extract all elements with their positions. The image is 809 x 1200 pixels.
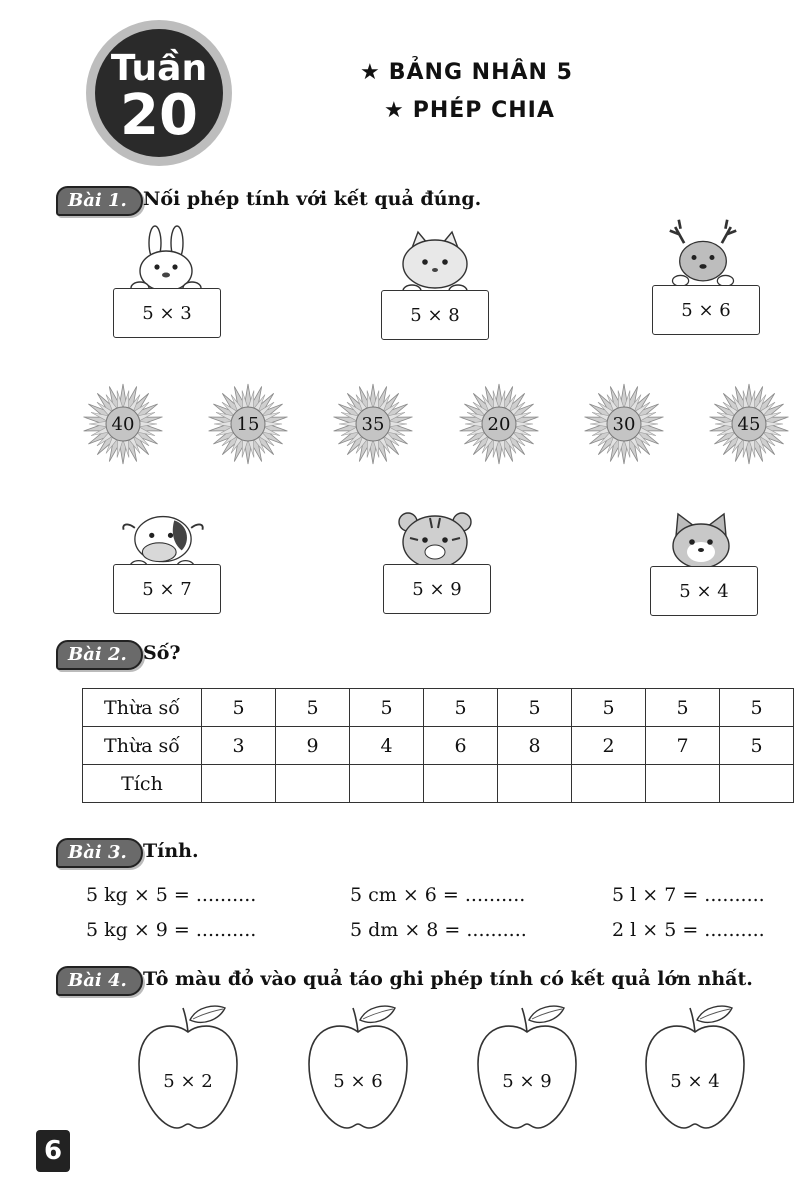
table-cell: 5 — [498, 689, 572, 727]
answer-cell[interactable] — [646, 765, 720, 803]
table-row — [83, 727, 794, 765]
table-cell: 5 — [350, 689, 424, 727]
apple[interactable] — [133, 1002, 243, 1132]
apple-icon — [472, 1002, 582, 1132]
week-label: Tuần — [110, 48, 208, 89]
week-number: 20 — [120, 83, 198, 148]
apple-label: 5 × 4 — [670, 1071, 720, 1092]
week-badge — [84, 18, 234, 168]
topic-2: ★ PHÉP CHIA — [384, 98, 555, 123]
table-cell: 8 — [498, 727, 572, 765]
bai1-label: Bài 1. — [56, 186, 143, 216]
rabbit-icon — [122, 225, 212, 295]
row-label: Thừa số — [83, 727, 202, 765]
row-label: Tích — [83, 765, 202, 803]
calc-item[interactable]: 5 kg × 5 = .......... — [86, 884, 257, 906]
apple-icon — [640, 1002, 750, 1132]
table-cell: 9 — [276, 727, 350, 765]
table-cell: 7 — [646, 727, 720, 765]
table-cell: 4 — [350, 727, 424, 765]
expr-card[interactable]: 5 × 6 — [652, 285, 760, 335]
result-flower[interactable]: 45 — [707, 382, 791, 466]
bai3-label: Bài 3. — [56, 838, 143, 868]
apple-icon — [303, 1002, 413, 1132]
table-cell: 5 — [720, 689, 794, 727]
table-cell: 6 — [424, 727, 498, 765]
answer-cell[interactable] — [350, 765, 424, 803]
apple-label: 5 × 6 — [333, 1071, 383, 1092]
answer-cell[interactable] — [498, 765, 572, 803]
hamster-icon — [390, 228, 480, 298]
result-flower[interactable]: 40 — [81, 382, 165, 466]
calc-item[interactable]: 5 l × 7 = .......... — [612, 884, 765, 906]
expr-card[interactable]: 5 × 8 — [381, 290, 489, 340]
answer-cell[interactable] — [572, 765, 646, 803]
result-flower[interactable]: 15 — [206, 382, 290, 466]
apple[interactable] — [472, 1002, 582, 1132]
calc-item[interactable]: 2 l × 5 = .......... — [612, 919, 765, 941]
bai2-label: Bài 2. — [56, 640, 143, 670]
expr-card[interactable]: 5 × 4 — [650, 566, 758, 616]
calc-item[interactable]: 5 kg × 9 = .......... — [86, 919, 257, 941]
answer-cell[interactable] — [202, 765, 276, 803]
apple[interactable] — [640, 1002, 750, 1132]
bai4-label: Bài 4. — [56, 966, 143, 996]
table-cell: 5 — [276, 689, 350, 727]
table-row — [83, 689, 794, 727]
calc-item[interactable]: 5 cm × 6 = .......... — [350, 884, 526, 906]
row-label: Thừa số — [83, 689, 202, 727]
topic-1: ★ BẢNG NHÂN 5 — [360, 60, 573, 85]
page-number: 6 — [36, 1130, 70, 1172]
deer-icon — [658, 218, 748, 288]
star-icon: ★ — [384, 98, 405, 123]
table-cell: 5 — [646, 689, 720, 727]
table-cell: 5 — [720, 727, 794, 765]
bai4-instruction: Tô màu đỏ vào quả táo ghi phép tính có kết quả lớn nhất. — [143, 968, 753, 990]
multiplication-table — [82, 688, 794, 803]
result-flower[interactable]: 35 — [331, 382, 415, 466]
expr-card[interactable]: 5 × 7 — [113, 564, 221, 614]
bai1-instruction: Nối phép tính với kết quả đúng. — [143, 188, 482, 210]
bai2-instruction: Số? — [143, 642, 181, 664]
expr-card[interactable]: 5 × 3 — [113, 288, 221, 338]
bai3-instruction: Tính. — [143, 840, 199, 862]
star-icon: ★ — [360, 60, 381, 85]
answer-cell[interactable] — [720, 765, 794, 803]
apple-icon — [133, 1002, 243, 1132]
answer-cell[interactable] — [424, 765, 498, 803]
table-cell: 5 — [202, 689, 276, 727]
table-cell: 2 — [572, 727, 646, 765]
table-row — [83, 765, 794, 803]
table-cell: 5 — [572, 689, 646, 727]
result-flower[interactable]: 20 — [457, 382, 541, 466]
result-flower[interactable]: 30 — [582, 382, 666, 466]
calc-item[interactable]: 5 dm × 8 = .......... — [350, 919, 527, 941]
apple-label: 5 × 9 — [502, 1071, 552, 1092]
table-cell: 5 — [424, 689, 498, 727]
answer-cell[interactable] — [276, 765, 350, 803]
table-cell: 3 — [202, 727, 276, 765]
apple[interactable] — [303, 1002, 413, 1132]
apple-label: 5 × 2 — [163, 1071, 213, 1092]
expr-card[interactable]: 5 × 9 — [383, 564, 491, 614]
